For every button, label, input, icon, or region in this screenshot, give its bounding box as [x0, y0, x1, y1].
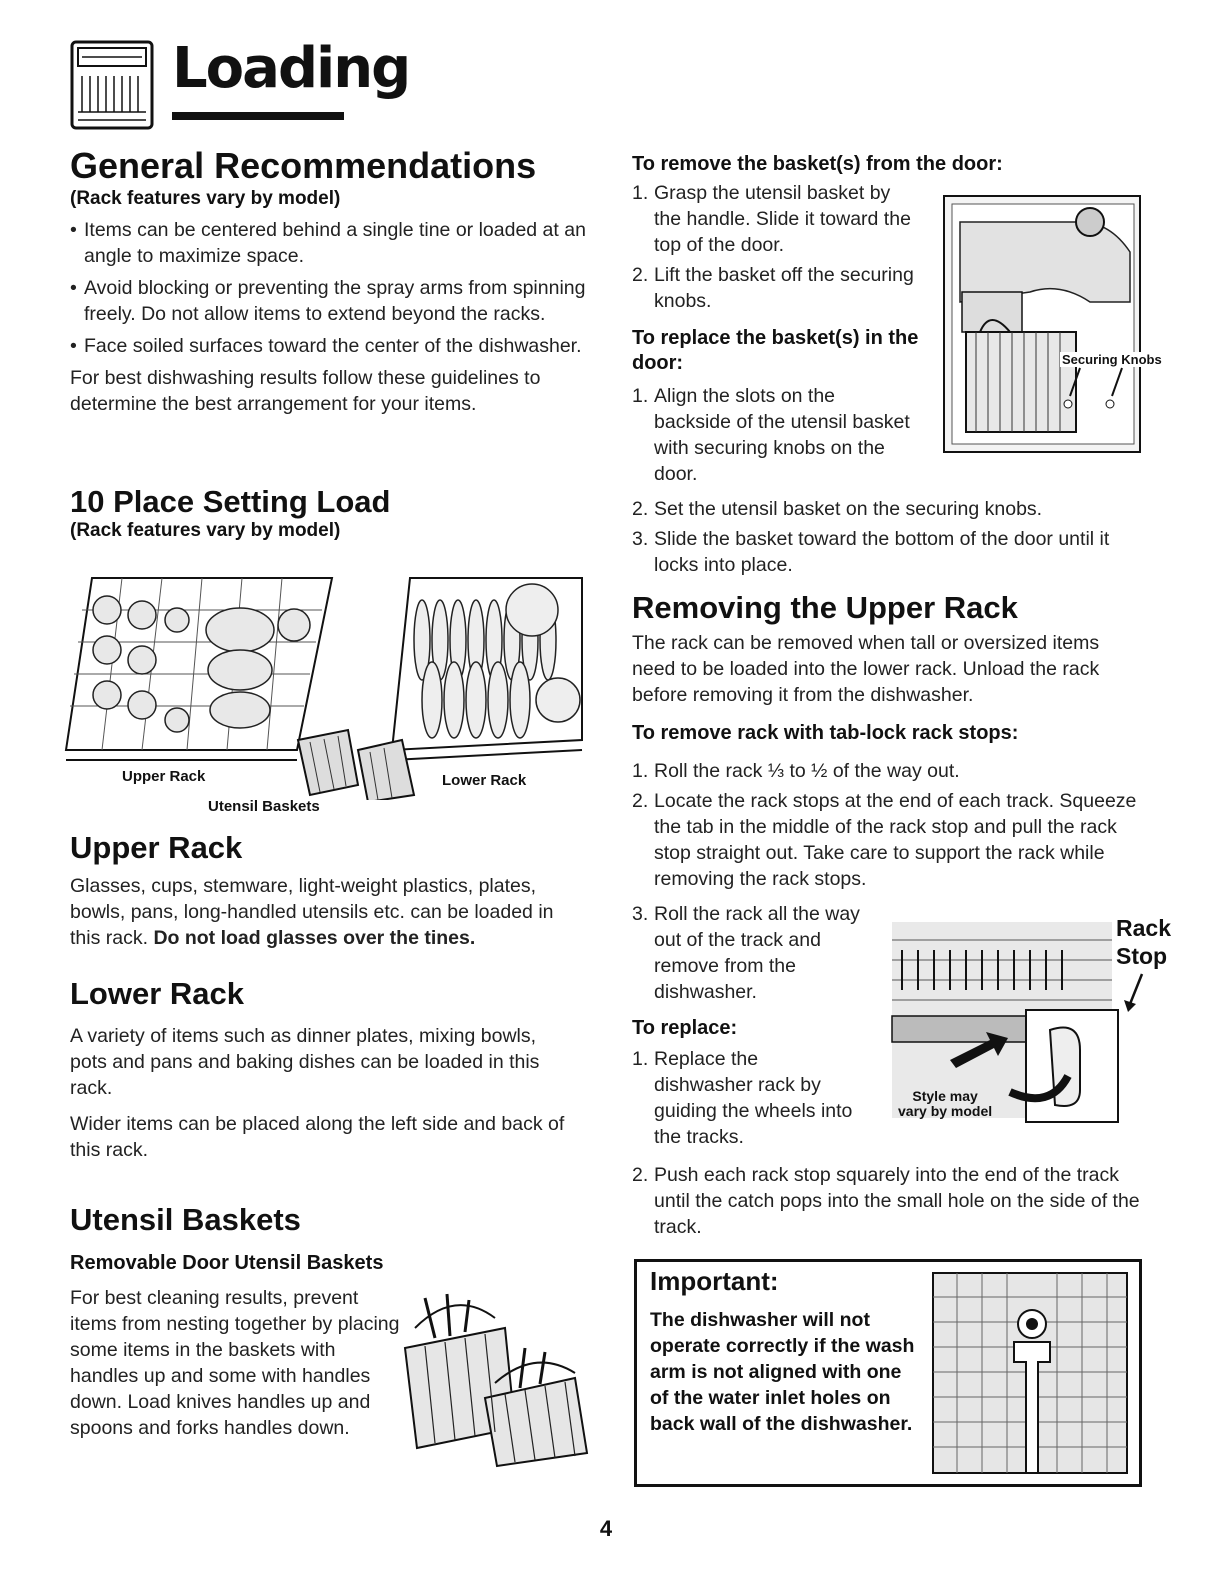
caption-lower-rack: Lower Rack: [442, 772, 527, 789]
rack-replace-step-2: 2. Push each rack stop squarely into the end of the track until the catch pops into the small hole on the side of the track.: [632, 1164, 1140, 1238]
rack-illustration: [62, 570, 602, 800]
important-heading: Important:: [650, 1266, 779, 1296]
tab-lock-step-3: 3. Roll the rack all the way out of the track and remove from the dishwasher.: [632, 903, 860, 1003]
utensil-basket-illustration: [395, 1288, 595, 1468]
general-paragraph: For best dishwashing results follow these guidelines to determine the best arrangement for your items.: [70, 367, 541, 415]
step-text: Locate the rack stops at the end of each track. Squeeze the tab in the middle of the rack stop and pull the rack stop straight out. Take care to support the rack while removing the rack stops.: [654, 790, 1137, 890]
utensil-heading: Utensil Baskets: [70, 1202, 301, 1237]
wash-arm-illustration: [932, 1272, 1128, 1474]
stop-label: Stop: [1116, 943, 1168, 969]
tab-lock-heading: To remove rack with tab-lock rack stops:: [632, 722, 1019, 744]
ten-place-subheading: (Rack features vary by model): [70, 520, 341, 541]
lower-rack-heading: Lower Rack: [70, 976, 245, 1011]
arrow-icon: [1120, 972, 1150, 1012]
step-text: Push each rack stop squarely into the end of the track until the catch pops into the small hole on the side of the track.: [654, 1164, 1140, 1238]
style-note: [898, 1089, 992, 1119]
upper-rack-text: [70, 873, 580, 951]
general-bullets: [70, 217, 590, 417]
rack-stop-label: [1116, 914, 1171, 970]
utensil-subheading: Removable Door Utensil Baskets: [70, 1252, 384, 1274]
step-text: Align the slots on the backside of the utensil basket with securing knobs on the door.: [654, 385, 910, 485]
bullet-item: • Items can be centered behind a single tine or loaded at an angle to maximize space.: [70, 217, 590, 269]
securing-knobs-label: Securing Knobs: [1062, 352, 1162, 367]
general-subheading: (Rack features vary by model): [70, 188, 341, 209]
upper-rack-body: Glasses, cups, stemware, light-weight plastics, plates, bowls, pans, long-handled utensils etc. can be loaded in this rack.: [70, 875, 554, 949]
lower-rack-p2: Wider items can be placed along the left side and back of this rack.: [70, 1113, 565, 1161]
general-heading: General Recommendations: [70, 145, 537, 186]
step-text: Lift the basket off the securing knobs.: [654, 264, 914, 312]
lower-rack-text: [70, 1023, 570, 1163]
step-text: Set the utensil basket on the securing knobs.: [654, 498, 1043, 520]
remove-basket-steps: 1. Grasp the utensil basket by the handle. Slide it toward the top of the door. 2. Lift the basket off the securing knobs.: [632, 182, 914, 312]
bullet-item: • Face soiled surfaces toward the center of the dishwasher.: [70, 333, 590, 359]
step-text: Replace the dishwasher rack by guiding the wheels into the tracks.: [654, 1048, 853, 1148]
step-text: Grasp the utensil basket by the handle. Slide it toward the top of the door.: [654, 182, 911, 256]
rack-replace-step-1: 1. Replace the dishwasher rack by guiding the wheels into the tracks.: [632, 1048, 853, 1148]
important-text: The dishwasher will not operate correctly if the wash arm is not aligned with one of the water inlet holes on back wall of the dishwasher.: [650, 1309, 915, 1435]
style-note-2: vary by model: [898, 1103, 993, 1119]
removing-upper-heading: Removing the Upper Rack: [632, 590, 1018, 625]
door-basket-illustration: [940, 192, 1156, 456]
remove-basket-heading: To remove the basket(s) from the door:: [632, 153, 1003, 175]
step-text: Roll the rack all the way out of the track and remove from the dishwasher.: [654, 903, 860, 1003]
rack-replace-heading: To replace:: [632, 1017, 738, 1039]
removing-upper-intro: The rack can be removed when tall or oversized items need to be loaded into the lower rack. Unload the rack before removing it from the dishwasher.: [632, 632, 1100, 706]
replace-basket-step-1: 1. Align the slots on the backside of the utensil basket with securing knobs on the door.: [632, 385, 910, 485]
bullet-item: • Avoid blocking or preventing the spray arms from spinning freely. Do not allow items to extend beyond the racks.: [70, 275, 590, 327]
page-number: 4: [599, 1516, 613, 1541]
ten-place-heading: 10 Place Setting Load: [70, 484, 391, 519]
page-title: Loading: [172, 36, 410, 101]
upper-rack-emphasis: Do not load glasses over the tines.: [153, 927, 476, 949]
style-note-1: Style may: [912, 1088, 978, 1104]
utensil-text: For best cleaning results, prevent items from nesting together by placing some items in the baskets with handles up and some with handles down. Load knives handles up and spoons and forks handles down.: [70, 1287, 400, 1439]
dishwasher-icon: [70, 40, 154, 132]
caption-utensil-baskets: Utensil Baskets: [208, 798, 320, 815]
step-text: Slide the basket toward the bottom of the door until it locks into place.: [654, 528, 1110, 576]
tab-lock-steps: 1. Roll the rack ⅓ to ½ of the way out. 2. Locate the rack stops at the end of each track. Squeeze the tab in the middle of the rack stop and pull the rack stop straight out. Take care to support the rack while removing the rack stops.: [632, 760, 1137, 890]
step-text: Roll the rack ⅓ to ½ of the way out.: [654, 760, 960, 782]
upper-rack-heading: Upper Rack: [70, 830, 243, 865]
caption-upper-rack: Upper Rack: [122, 768, 206, 785]
title-underline: [172, 112, 344, 120]
lower-rack-p1: A variety of items such as dinner plates, mixing bowls, pots and pans and baking dishes can be loaded in this rack.: [70, 1025, 540, 1099]
replace-basket-steps-rest: 2. Set the utensil basket on the securing knobs. 3. Slide the basket toward the bottom of the door until it locks into place.: [632, 498, 1110, 576]
rack-label: Rack: [1116, 915, 1171, 941]
replace-basket-heading: To replace the basket(s) in the door:: [632, 327, 919, 374]
